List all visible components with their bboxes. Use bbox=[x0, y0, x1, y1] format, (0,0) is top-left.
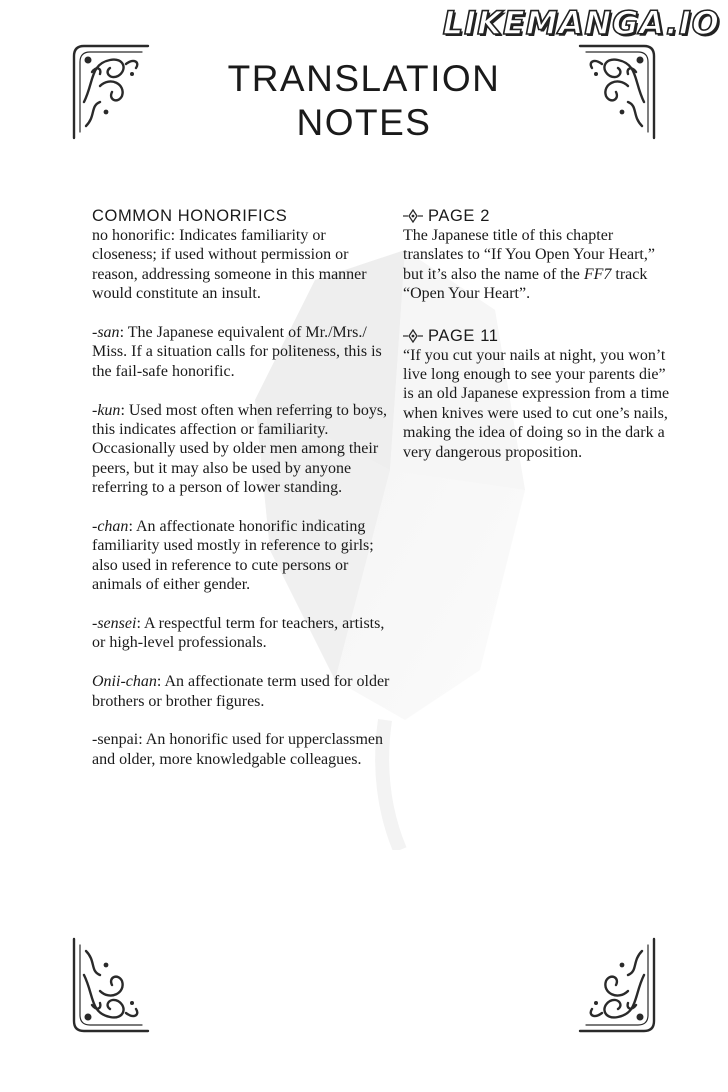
honorific-term: Onii-chan bbox=[92, 673, 157, 691]
site-watermark: LIKEMANGA.IO bbox=[442, 4, 720, 42]
honorific-entry-senpai: -senpai: An honorific used for upperclassmen and older, more knowledgable colleagues. bbox=[92, 731, 384, 768]
honorific-entry-kun bbox=[92, 401, 392, 498]
honorific-entry-san bbox=[92, 323, 392, 381]
honorific-definition: : An affectionate honorific indicating familiarity used mostly in reference to girls; also used in reference to cute persons or animals of either gender. bbox=[92, 518, 374, 594]
diamond-bullet-icon bbox=[403, 209, 423, 223]
note-text-part: track “Open Your Heart”. bbox=[403, 265, 648, 303]
honorific-term: -sensei bbox=[92, 615, 137, 633]
note-text-italic: FF7 bbox=[583, 265, 612, 283]
honorific-definition: : Used most often when referring to boys, this indicates affection or familiarity. Occasionally used by older men among their peers, but it may also be used by anyone referring to a person of lower standing. bbox=[92, 401, 388, 497]
honorifics-column bbox=[92, 206, 392, 769]
note-text-part: The Japanese title of this chapter translates to “If You Open Your Heart,” but it’s also the name of the bbox=[403, 227, 655, 283]
notes-column bbox=[403, 206, 673, 462]
ornament-corner-icon bbox=[70, 935, 150, 1035]
diamond-bullet-icon bbox=[403, 329, 423, 343]
honorific-entry-chan bbox=[92, 517, 392, 595]
note-heading-label: PAGE 2 bbox=[428, 207, 490, 225]
honorific-term: -kun bbox=[92, 401, 121, 419]
honorific-entry-onii-chan bbox=[92, 672, 392, 711]
title-line: TRANSLATION bbox=[227, 58, 501, 99]
honorifics-heading: COMMON HONORIFICS bbox=[92, 207, 288, 225]
ornament-corner-icon bbox=[578, 935, 658, 1035]
note-text-page-11: “If you cut your nails at night, you won’t live long enough to see your parents die” is an old Japanese expression from a time when knives were used to cut one’s nails, making the idea of doing so in the dark a very dangerous proposition. bbox=[403, 346, 670, 461]
honorific-term: -san bbox=[92, 324, 120, 342]
honorific-term: -chan bbox=[92, 518, 129, 536]
page-title bbox=[0, 57, 728, 145]
honorific-definition: : A respectful term for teachers, artists, or high-level professionals. bbox=[92, 615, 385, 652]
honorific-definition: : An affectionate term used for older brothers or brother figures. bbox=[92, 673, 390, 710]
honorific-intro: no honorific: Indicates familiarity or closeness; if used without permission or reason, addressing someone in this manner would constitute an insult. bbox=[92, 227, 367, 303]
note-text-page-2 bbox=[403, 226, 673, 304]
title-line: NOTES bbox=[296, 102, 432, 143]
note-heading-page-11 bbox=[403, 326, 673, 346]
note-heading-page-2 bbox=[403, 206, 673, 226]
honorific-entry-sensei bbox=[92, 614, 392, 653]
note-heading-label: PAGE 11 bbox=[428, 326, 499, 345]
honorific-definition: : The Japanese equivalent of Mr./Mrs./ Miss. If a situation calls for politeness, this is the fail-safe honorific. bbox=[92, 324, 382, 380]
